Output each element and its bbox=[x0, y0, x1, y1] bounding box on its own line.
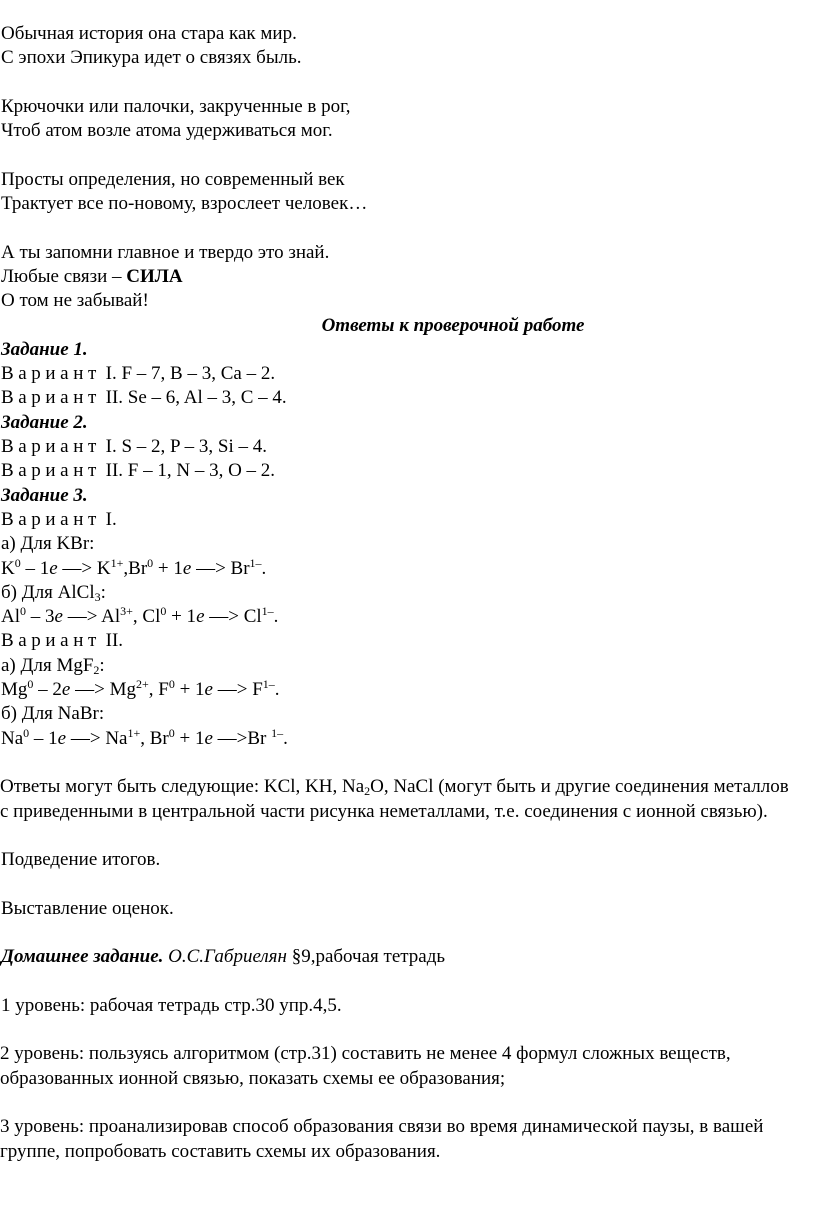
homework-line bbox=[0, 945, 816, 969]
variant-word: Вариант bbox=[1, 363, 101, 385]
variant-word: Вариант bbox=[1, 436, 101, 458]
task-1-variant-1 bbox=[0, 362, 816, 386]
poem-line: Крючочки или палочки, закрученные в рог, bbox=[1, 95, 351, 117]
task-3-label: Задание 3. bbox=[1, 484, 88, 506]
task-1-variant-2 bbox=[0, 386, 816, 410]
kbr-label: а) Для KBr: bbox=[1, 533, 95, 555]
poem-line: С эпохи Эпикура идет о связях быль. bbox=[1, 47, 302, 69]
nabr-label: б) Для NaBr: bbox=[1, 703, 105, 725]
poem-line: Просты определения, но современный век bbox=[1, 168, 345, 190]
alcl3-formula: Al$^0$ – 3e —> $Al^{3+}$, $Cl^0 + 1e$ —> $Cl^{1-}$. bbox=[1, 604, 279, 628]
mgf2-label: а) Для MgF$_2$: bbox=[1, 654, 105, 677]
poem-line: О том не забывай! bbox=[1, 290, 149, 312]
task-3-variant-1 bbox=[0, 508, 816, 532]
poem-line: А ты запомни главное и твердо это знай. bbox=[1, 241, 330, 263]
answers-title: Ответы к проверочной работе bbox=[321, 314, 585, 336]
homework-author: О.С.Габриелян bbox=[163, 946, 287, 968]
poem-line: Трактует все по-новому, взрослеет человек… bbox=[1, 193, 368, 215]
variant-answer: II. F – 1, N – 3, O – 2. bbox=[100, 460, 276, 482]
homework-level-2: 2 уровень: пользуясь алгоритмом (стр.31) составить не менее 4 формул сложных веществ, образованных ионной связью, показать схемы ее образования; bbox=[0, 1043, 731, 1089]
homework-rest: §9,рабочая тетрадь bbox=[286, 946, 446, 968]
possible-answers-paragraph: Ответы могут быть следующие: KCl, KH, $Na_2O$, NaCl (могут быть и другие соединения металлов с приведенными в центральной части рисунка неметаллами, т.е. соединения с ионной связью). bbox=[0, 776, 789, 822]
kbr-formula: $K^0 - 1e$ —> $K^{1+},Br^0 + 1e$ —> $Br^{1-}$. bbox=[1, 555, 267, 579]
task-1-label: Задание 1. bbox=[1, 338, 88, 360]
task-2-variant-1 bbox=[0, 435, 816, 459]
poem-line bbox=[0, 265, 816, 289]
variant-word: Вариант bbox=[1, 460, 101, 482]
homework-level-3: 3 уровень: проанализировав способ образования связи во время динамической паузы, в вашей группе, попробовать составить схемы их образования. bbox=[0, 1116, 764, 1162]
poem-line: Обычная история она стара как мир. bbox=[1, 23, 297, 44]
homework-level-1: 1 уровень: рабочая тетрадь стр.30 упр.4,5. bbox=[1, 994, 342, 1016]
homework-label: Домашнее задание. bbox=[1, 946, 164, 968]
poem-bold-word: СИЛА bbox=[126, 265, 183, 287]
poem-text: Любые связи – bbox=[1, 265, 127, 287]
variant-answer: II. bbox=[100, 630, 124, 652]
summary-line: Подведение итогов. bbox=[1, 849, 161, 871]
task-3-variant-2 bbox=[0, 629, 816, 653]
task-2-variant-2 bbox=[0, 459, 816, 483]
document-page bbox=[0, 22, 816, 1164]
nabr-formula: Na$^0$ – 1e —> $Na^{1+}$, $Br^0 + 1e$ —>Br $^{1-}$. bbox=[1, 725, 288, 749]
variant-answer: II. Se – 6, Al – 3, C – 4. bbox=[100, 387, 287, 409]
poem-line: Чтоб атом возле атома удерживаться мог. bbox=[1, 120, 333, 142]
variant-answer: I. F – 7, B – 3, Ca – 2. bbox=[100, 363, 276, 385]
alcl3-label: б) Для AlCl$_3$: bbox=[1, 581, 106, 604]
variant-word: Вариант bbox=[1, 508, 101, 530]
task-2-label: Задание 2. bbox=[1, 411, 88, 433]
mgf2-formula: Mg$^0$ – 2e —> $Mg^{2+}$, $F^0 + 1e$ —> $F^{1-}$. bbox=[1, 677, 280, 701]
variant-word: Вариант bbox=[1, 387, 101, 409]
variant-answer: I. S – 2, P – 3, Si – 4. bbox=[100, 436, 267, 458]
grading-line: Выставление оценок. bbox=[1, 897, 174, 919]
variant-answer: I. bbox=[100, 508, 117, 530]
variant-word: Вариант bbox=[1, 630, 101, 652]
